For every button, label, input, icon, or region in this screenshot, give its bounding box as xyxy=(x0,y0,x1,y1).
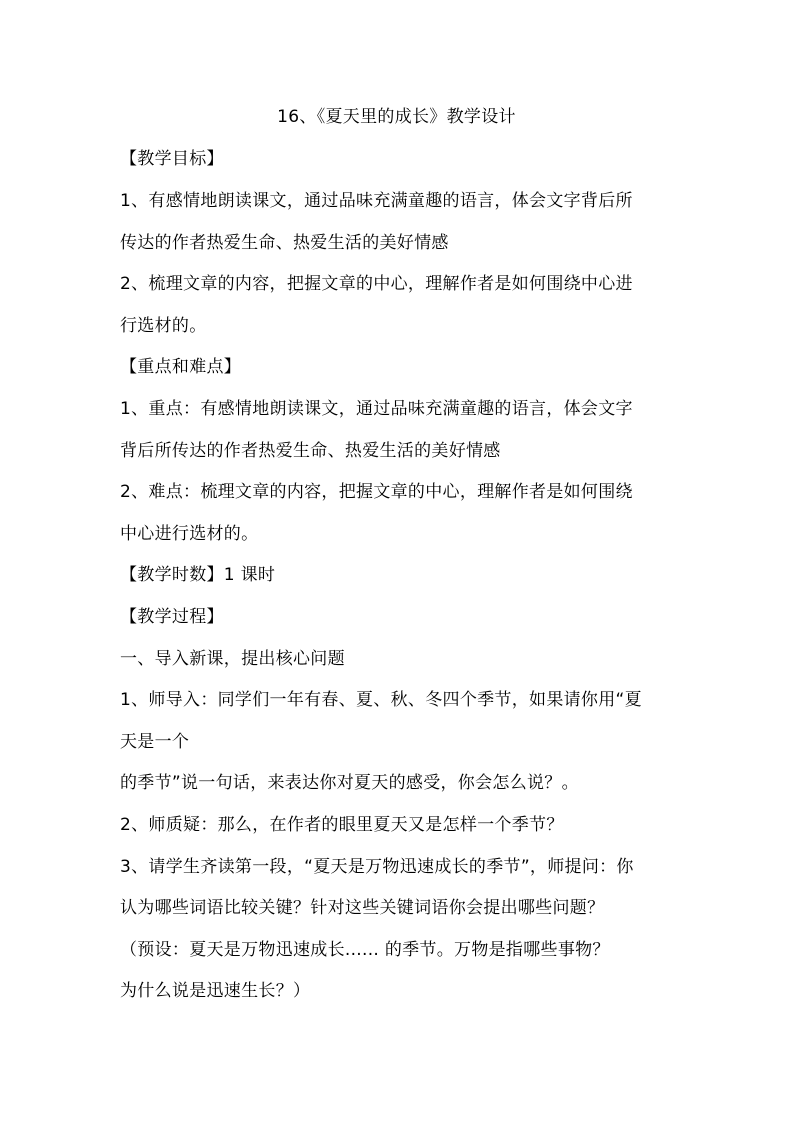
section-heading-objectives: 【教学目标】 xyxy=(120,149,224,169)
paragraph-line: 行选材的。 xyxy=(120,316,207,336)
paragraph-line: 背后所传达的作者热爱生命、热爱生活的美好情感 xyxy=(120,441,501,461)
section-heading-lesson-hours: 【教学时数】1 课时 xyxy=(120,565,276,585)
paragraph-line: 1、有感情地朗读课文，通过品味充满童趣的语言，体会文字背后所 xyxy=(120,191,633,211)
paragraph-line: （预设：夏天是万物迅速成长...... 的季节。万物是指哪些事物？ xyxy=(120,940,610,960)
page-title: 16、《夏天里的成长》教学设计 xyxy=(277,107,516,127)
paragraph-line: 认为哪些词语比较关键？针对这些关键词语你会提出哪些问题？ xyxy=(120,898,605,918)
paragraph-line: 中心进行选材的。 xyxy=(120,524,259,544)
paragraph-line: 3、请学生齐读第一段，“夏天是万物迅速成长的季节”，师提问：你 xyxy=(120,857,634,877)
paragraph-line: 的季节”说一句话，来表达你对夏天的感受，你会怎么说？。 xyxy=(120,773,579,793)
paragraph-line: 2、师质疑：那么，在作者的眼里夏天又是怎样一个季节？ xyxy=(120,815,564,835)
paragraph-line: 2、难点：梳理文章的内容，把握文章的中心，理解作者是如何围绕 xyxy=(120,482,633,502)
paragraph-line: 2、梳理文章的内容，把握文章的中心，理解作者是如何围绕中心进 xyxy=(120,274,633,294)
paragraph-line: 1、师导入：同学们一年有春、夏、秋、冬四个季节，如果请你用“夏 xyxy=(120,690,642,710)
section-heading-key-points: 【重点和难点】 xyxy=(120,357,242,377)
section-heading-process: 【教学过程】 xyxy=(120,607,224,627)
subsection-heading: 一、导入新课，提出核心问题 xyxy=(120,649,345,669)
paragraph-line: 传达的作者热爱生命、热爱生活的美好情感 xyxy=(120,233,449,253)
paragraph-line: 天是一个 xyxy=(120,732,190,752)
paragraph-line: 为什么说是迅速生长？） xyxy=(120,981,311,1001)
paragraph-line: 1、重点：有感情地朗读课文，通过品味充满童趣的语言，体会文字 xyxy=(120,399,633,419)
